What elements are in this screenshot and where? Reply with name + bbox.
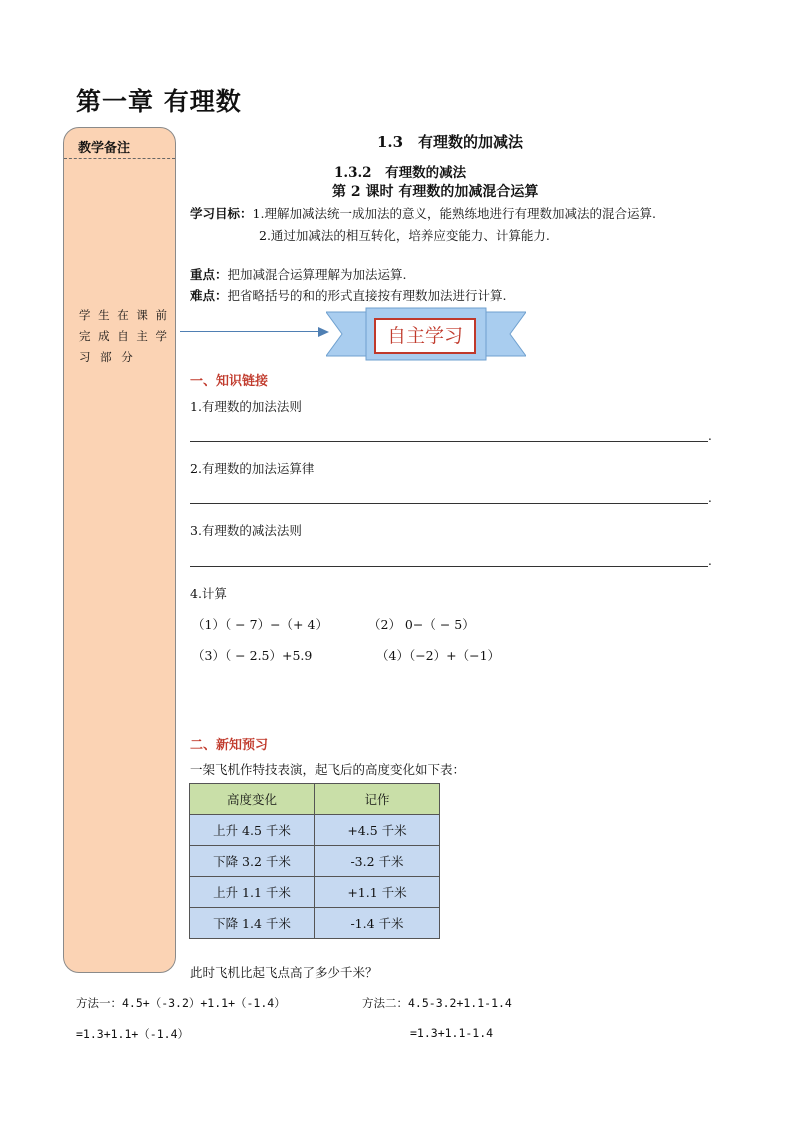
line-period: . xyxy=(708,491,712,505)
table-cell: 下降 3.2 千米 xyxy=(190,846,315,877)
table-row xyxy=(190,815,440,846)
table-cell: +4.5 千米 xyxy=(315,815,440,846)
lesson-subtitle: 1.3.2 有理数的减法 xyxy=(334,165,467,181)
method-1-line-1: 方法一：4.5+（-3.2）+1.1+（-1.4） xyxy=(76,996,286,1010)
sidebar-note-line: 学 生 在 课 前 xyxy=(79,308,167,322)
lesson-topic: 第 2 课时 有理数的加减混合运算 xyxy=(332,184,539,200)
line-period: . xyxy=(708,429,712,443)
section-intro: 一架飞机作特技表演，起飞后的高度变化如下表： xyxy=(190,762,466,777)
answer-line-1[interactable] xyxy=(190,441,708,442)
difficulty-label: 难点： xyxy=(190,288,228,303)
table-cell: -3.2 千米 xyxy=(315,846,440,877)
table-header-row xyxy=(190,784,440,815)
banner-label: 自主学习 xyxy=(374,318,476,354)
objectives-label: 学习目标： xyxy=(190,206,253,221)
method-1-line-2: =1.3+1.1+（-1.4） xyxy=(76,1027,190,1041)
table-cell: 上升 1.1 千米 xyxy=(190,877,315,908)
sidebar-note xyxy=(79,305,167,368)
calc-item-2: （2） 0−（ − 5） xyxy=(368,617,475,632)
answer-line-3[interactable] xyxy=(190,566,708,567)
chapter-title: 第一章 有理数 xyxy=(76,87,242,116)
key-point xyxy=(190,265,407,283)
objectives-block xyxy=(190,204,656,222)
objective-item-2: 2.通过加减法的相互转化，培养应变能力、计算能力. xyxy=(259,228,550,243)
sidebar-header: 教学备注 xyxy=(78,141,131,156)
method-2-line-1: 方法二：4.5-3.2+1.1-1.4 xyxy=(362,996,512,1010)
question-3: 3.有理数的减法法则 xyxy=(190,523,302,538)
question-1: 1.有理数的加法法则 xyxy=(190,399,302,414)
table-cell: +1.1 千米 xyxy=(315,877,440,908)
pointer-arrow-line xyxy=(180,331,322,332)
calc-item-3: （3）（ − 2.5）+5.9 xyxy=(192,648,313,663)
table-row xyxy=(190,846,440,877)
table-cell: 下降 1.4 千米 xyxy=(190,908,315,939)
height-change-table xyxy=(189,783,440,939)
key-point-label: 重点： xyxy=(190,267,228,282)
difficulty-text: 把省略括号的和的形式直接按有理数加法进行计算. xyxy=(227,288,507,303)
section-preview-heading: 二、新知预习 xyxy=(190,738,269,753)
table-cell: -1.4 千米 xyxy=(315,908,440,939)
table-header-cell: 高度变化 xyxy=(190,784,315,815)
objective-item-1: 1.理解加减法统一成加法的意义，能熟练地进行有理数加减法的混合运算. xyxy=(252,206,656,221)
sidebar-divider xyxy=(64,158,175,159)
sidebar-note-line: 完 成 自 主 学 xyxy=(79,329,167,343)
difficulty-point xyxy=(190,286,507,304)
height-question: 此时飞机比起飞点高了多少千米？ xyxy=(190,965,378,980)
calc-item-4: （4）（−2）+（−1） xyxy=(376,648,501,663)
line-period: . xyxy=(708,554,712,568)
table-row xyxy=(190,877,440,908)
table-header-cell: 记作 xyxy=(315,784,440,815)
key-point-text: 把加减混合运算理解为加法运算. xyxy=(227,267,407,282)
teaching-notes-sidebar xyxy=(63,127,176,973)
calc-item-1: （1）（ − 7）−（+ 4） xyxy=(192,617,328,632)
question-2: 2.有理数的加法运算律 xyxy=(190,461,315,476)
method-2-line-2: =1.3+1.1-1.4 xyxy=(410,1026,494,1040)
lesson-title: 1.3 有理数的加减法 xyxy=(376,133,524,151)
table-row xyxy=(190,908,440,939)
question-4: 4.计算 xyxy=(190,586,227,601)
sidebar-note-line: 习 部 分 xyxy=(79,350,136,364)
answer-line-2[interactable] xyxy=(190,503,708,504)
section-knowledge-link-heading: 一、知识链接 xyxy=(190,374,269,389)
table-cell: 上升 4.5 千米 xyxy=(190,815,315,846)
